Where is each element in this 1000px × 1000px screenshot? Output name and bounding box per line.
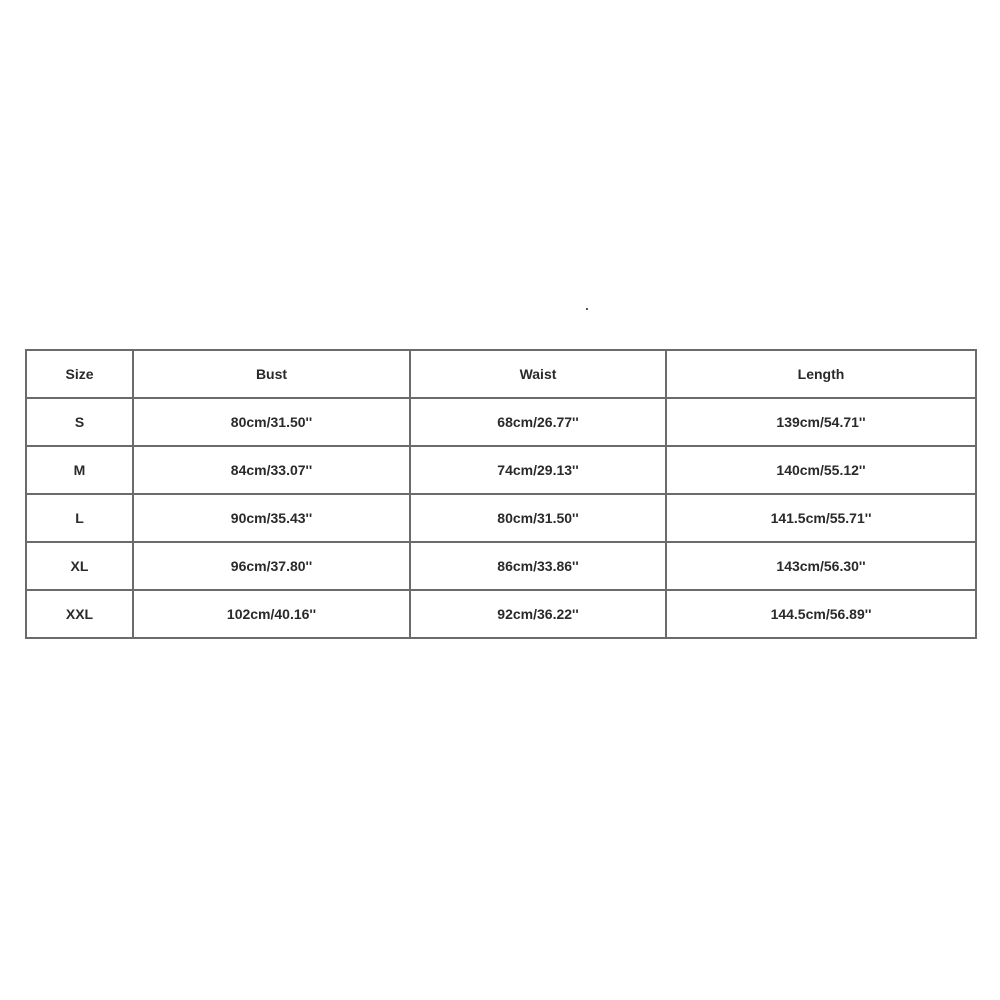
cell-size: L <box>26 494 133 542</box>
cell-length: 144.5cm/56.89'' <box>666 590 976 638</box>
cell-length: 141.5cm/55.71'' <box>666 494 976 542</box>
table-row <box>26 398 976 446</box>
cell-length: 139cm/54.71'' <box>666 398 976 446</box>
cell-size: S <box>26 398 133 446</box>
cell-length: 140cm/55.12'' <box>666 446 976 494</box>
header-row <box>26 350 976 398</box>
cell-bust: 102cm/40.16'' <box>133 590 410 638</box>
cell-size: M <box>26 446 133 494</box>
table-row <box>26 542 976 590</box>
cell-waist: 68cm/26.77'' <box>410 398 666 446</box>
cell-size: XXL <box>26 590 133 638</box>
header-waist: Waist <box>410 350 666 398</box>
cell-bust: 84cm/33.07'' <box>133 446 410 494</box>
table-row <box>26 590 976 638</box>
stray-dot <box>586 308 588 310</box>
cell-waist: 92cm/36.22'' <box>410 590 666 638</box>
cell-size: XL <box>26 542 133 590</box>
cell-bust: 96cm/37.80'' <box>133 542 410 590</box>
table-row <box>26 446 976 494</box>
size-table <box>25 349 977 639</box>
header-bust: Bust <box>133 350 410 398</box>
header-size: Size <box>26 350 133 398</box>
cell-bust: 90cm/35.43'' <box>133 494 410 542</box>
table-row <box>26 494 976 542</box>
size-chart <box>25 349 975 639</box>
cell-length: 143cm/56.30'' <box>666 542 976 590</box>
cell-waist: 74cm/29.13'' <box>410 446 666 494</box>
header-length: Length <box>666 350 976 398</box>
cell-waist: 80cm/31.50'' <box>410 494 666 542</box>
cell-bust: 80cm/31.50'' <box>133 398 410 446</box>
cell-waist: 86cm/33.86'' <box>410 542 666 590</box>
